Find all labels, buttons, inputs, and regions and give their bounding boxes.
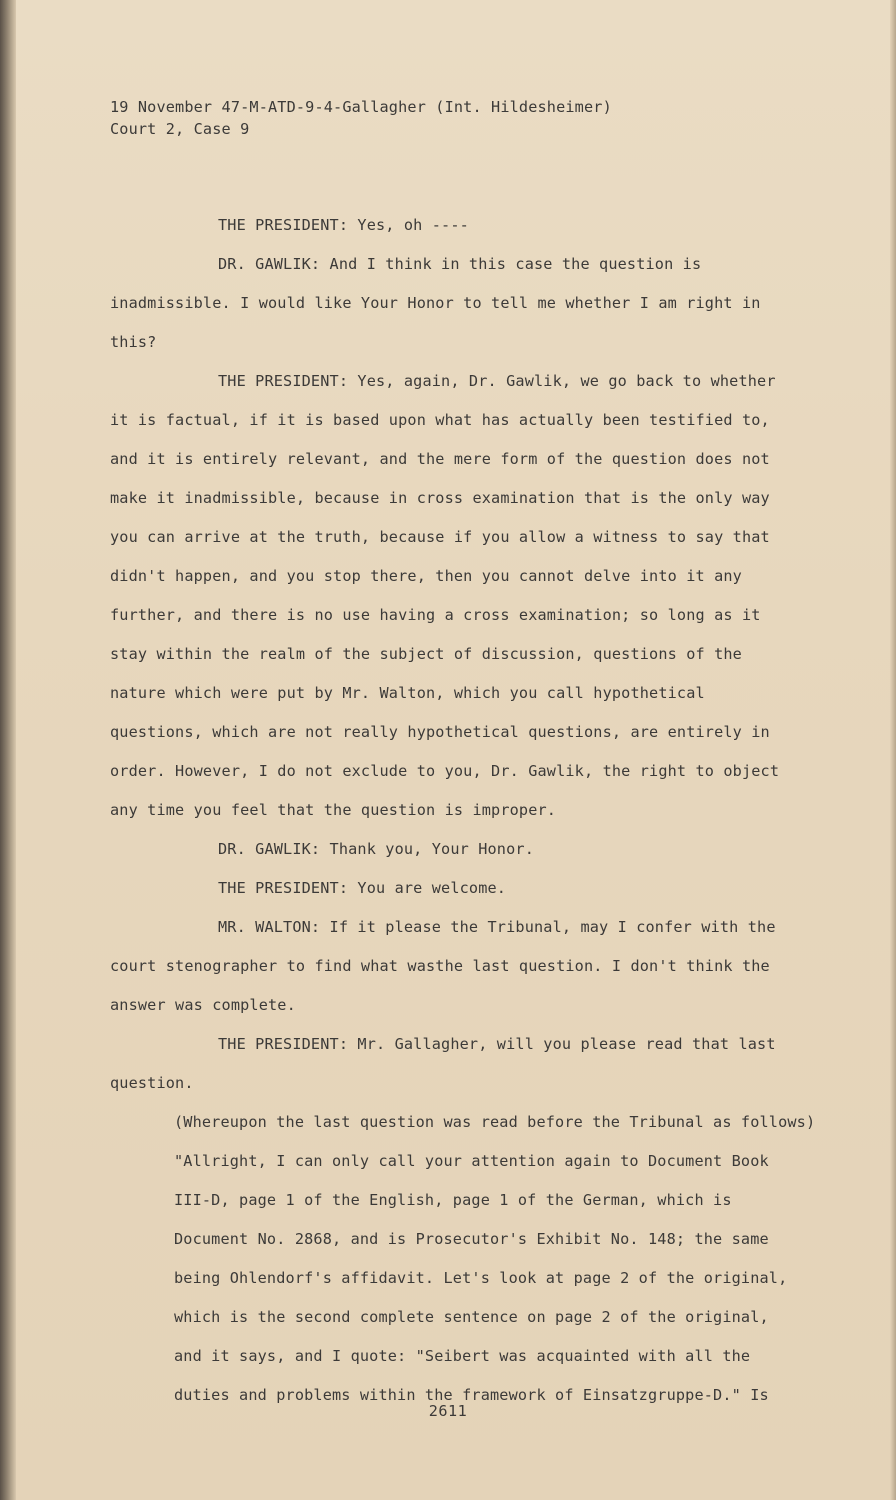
transcript-line: duties and problems within the framework of Einsatzgruppe-D." Is bbox=[174, 1386, 769, 1404]
transcript-line: Document No. 2868, and is Prosecutor's Exhibit No. 148; the same bbox=[174, 1230, 769, 1248]
transcript-line: and it is entirely relevant, and the mere form of the question does not bbox=[110, 450, 770, 468]
transcript-line: III-D, page 1 of the English, page 1 of the German, which is bbox=[174, 1191, 732, 1209]
header-spacer bbox=[110, 140, 850, 206]
transcript-line: answer was complete. bbox=[110, 996, 296, 1014]
page-right-edge bbox=[890, 0, 896, 1500]
page-number: 2611 bbox=[428, 1402, 468, 1420]
transcript-line: inadmissible. I would like Your Honor to tell me whether I am right in bbox=[110, 294, 761, 312]
transcript-line: order. However, I do not exclude to you, Dr. Gawlik, the right to object bbox=[110, 762, 780, 780]
transcript-line: THE PRESIDENT: Yes, again, Dr. Gawlik, we go back to whether bbox=[218, 372, 776, 390]
transcript-line: didn't happen, and you stop there, then you cannot delve into it any bbox=[110, 567, 742, 585]
transcript-line: questions, which are not really hypothetical questions, are entirely in bbox=[110, 723, 770, 741]
transcript-line: MR. WALTON: If it please the Tribunal, may I confer with the bbox=[218, 918, 776, 936]
header-line-1: 19 November 47-M-ATD-9-4-Gallagher (Int. Hildesheimer) bbox=[110, 98, 612, 116]
transcript-text bbox=[110, 96, 850, 1415]
transcript-line: stay within the realm of the subject of discussion, questions of the bbox=[110, 645, 742, 663]
transcript-line: this? bbox=[110, 333, 157, 351]
transcript-line: and it says, and I quote: "Seibert was acquainted with all the bbox=[174, 1347, 751, 1365]
transcript-line: DR. GAWLIK: And I think in this case the question is bbox=[218, 255, 702, 273]
transcript-line: it is factual, if it is based upon what has actually been testified to, bbox=[110, 411, 770, 429]
transcript-line: any time you feel that the question is improper. bbox=[110, 801, 557, 819]
transcript-line: THE PRESIDENT: Mr. Gallagher, will you please read that last bbox=[218, 1035, 776, 1053]
transcript-line: question. bbox=[110, 1074, 194, 1092]
transcript-line: you can arrive at the truth, because if you allow a witness to say that bbox=[110, 528, 770, 546]
page-binding-edge bbox=[0, 0, 16, 1500]
transcript-line: THE PRESIDENT: You are welcome. bbox=[218, 879, 507, 897]
transcript-line: "Allright, I can only call your attention again to Document Book bbox=[174, 1152, 769, 1170]
transcript-line: THE PRESIDENT: Yes, oh ---- bbox=[218, 216, 469, 234]
header-line-2: Court 2, Case 9 bbox=[110, 120, 250, 138]
transcript-line: further, and there is no use having a cross examination; so long as it bbox=[110, 606, 761, 624]
transcript-line: nature which were put by Mr. Walton, which you call hypothetical bbox=[110, 684, 705, 702]
transcript-line: DR. GAWLIK: Thank you, Your Honor. bbox=[218, 840, 534, 858]
transcript-line: make it inadmissible, because in cross examination that is the only way bbox=[110, 489, 770, 507]
transcript-line: court stenographer to find what wasthe last question. I don't think the bbox=[110, 957, 770, 975]
transcript-line: being Ohlendorf's affidavit. Let's look at page 2 of the original, bbox=[174, 1269, 788, 1287]
transcript-body bbox=[110, 206, 850, 1415]
transcript-line: (Whereupon the last question was read before the Tribunal as follows) bbox=[174, 1113, 816, 1131]
transcript-line: which is the second complete sentence on page 2 of the original, bbox=[174, 1308, 769, 1326]
